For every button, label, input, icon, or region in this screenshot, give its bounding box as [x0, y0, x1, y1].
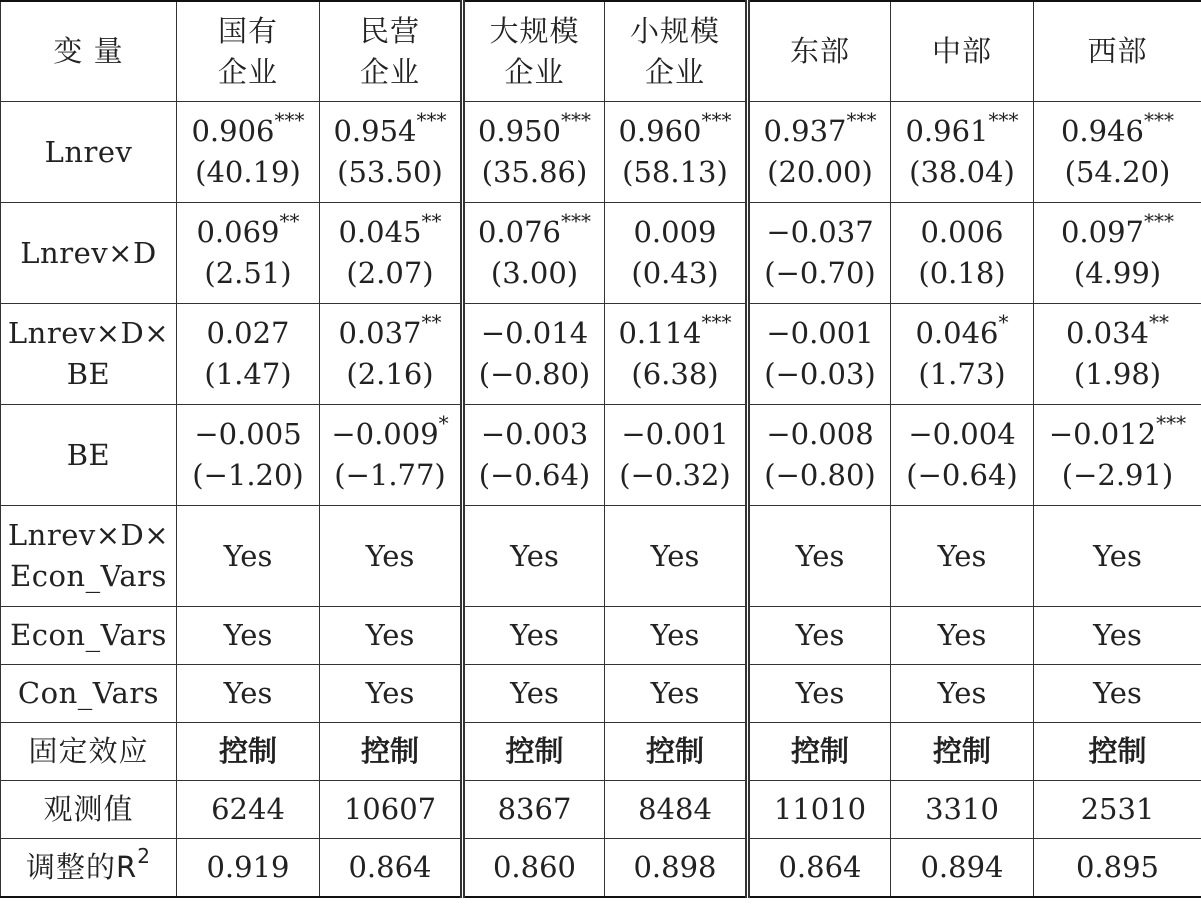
cell-value: 0.898: [605, 839, 748, 898]
stars: ***: [416, 108, 447, 133]
coef: −0.005: [194, 417, 302, 451]
row-lnrev-d-econ: [1, 506, 1201, 607]
tstat: (−0.32): [619, 458, 731, 492]
coef: 0.960: [618, 114, 702, 148]
header-soe-line1: 国有: [217, 13, 278, 48]
label-be: BE: [1, 405, 177, 506]
stars: ***: [1144, 209, 1175, 234]
cell-lnrev-d-be-large: [463, 304, 605, 405]
cell-lnrev-d-east: [748, 203, 891, 304]
cell-value: 0.864: [748, 839, 891, 898]
coef: 0.034: [1065, 316, 1150, 350]
cell-lnrev-large: [463, 102, 605, 203]
header-variable: 变 量: [1, 1, 177, 102]
label-lnrev-d-econ: [1, 506, 177, 607]
cell-lnrev-small: [605, 102, 748, 203]
stars: *: [438, 411, 449, 436]
coef: −0.008: [766, 417, 874, 451]
stars: ***: [1144, 108, 1175, 133]
coef: 0.069: [196, 215, 280, 249]
label-adj-r2: [1, 839, 177, 898]
coef: 0.906: [191, 114, 275, 148]
cell-value: Yes: [177, 665, 320, 723]
cell-value: Yes: [320, 506, 463, 607]
coef: −0.009: [331, 417, 439, 451]
tstat: (20.00): [767, 155, 873, 189]
cell-value: 0.919: [177, 839, 320, 898]
stars: **: [279, 209, 300, 234]
coef: −0.001: [766, 316, 874, 350]
cell-lnrev-d-central: [891, 203, 1034, 304]
cell-lnrev-d-small: [605, 203, 748, 304]
stars: **: [421, 209, 442, 234]
tstat: (54.20): [1064, 155, 1171, 189]
stars: **: [1149, 310, 1170, 335]
label-lnrev: Lnrev: [1, 102, 177, 203]
cell-lnrev-d-soe: [177, 203, 320, 304]
cell-value: 8484: [605, 781, 748, 839]
cell-value: 8367: [463, 781, 605, 839]
tstat: (−0.80): [764, 458, 876, 492]
tstat: (−0.64): [906, 458, 1018, 492]
row-observations: [1, 781, 1201, 839]
header-private-line2: 企业: [359, 54, 420, 89]
tstat: (−0.03): [764, 357, 876, 391]
header-soe-line2: 企业: [217, 54, 278, 89]
row-be: [1, 405, 1201, 506]
coef: 0.114: [618, 316, 702, 350]
cell-value: 控制: [891, 723, 1034, 781]
header-private: [320, 1, 463, 102]
cell-value: Yes: [1034, 665, 1201, 723]
coef: 0.950: [477, 114, 562, 148]
tstat: (38.04): [909, 155, 1015, 189]
cell-value: Yes: [748, 665, 891, 723]
stars: ***: [1156, 411, 1187, 436]
tstat: (−0.80): [478, 357, 591, 391]
header-large: [463, 1, 605, 102]
cell-be-central: [891, 405, 1034, 506]
row-lnrev-d-be: [1, 304, 1201, 405]
cell-be-east: [748, 405, 891, 506]
cell-lnrev-west: [1034, 102, 1201, 203]
cell-value: 6244: [177, 781, 320, 839]
stars: **: [421, 310, 442, 335]
cell-value: Yes: [891, 607, 1034, 665]
row-econ-vars: [1, 607, 1201, 665]
row-fixed-effects: [1, 723, 1201, 781]
label-line1: Lnrev×D×: [7, 316, 170, 350]
cell-value: Yes: [605, 506, 748, 607]
tstat: (3.00): [490, 256, 579, 290]
cell-lnrev-east: [748, 102, 891, 203]
cell-value: Yes: [748, 506, 891, 607]
cell-value: 0.895: [1034, 839, 1201, 898]
tstat: (40.19): [195, 155, 301, 189]
coef: 0.937: [763, 114, 847, 148]
stars: ***: [561, 209, 592, 234]
stars: ***: [274, 108, 305, 133]
cell-be-soe: [177, 405, 320, 506]
cell-value: Yes: [177, 506, 320, 607]
coef: 0.946: [1060, 114, 1145, 148]
coef: −0.014: [480, 316, 589, 350]
label-con-vars: Con_Vars: [1, 665, 177, 723]
coef: 0.037: [338, 316, 422, 350]
label-fixed-effects: 固定效应: [1, 723, 177, 781]
coef: 0.954: [333, 114, 417, 148]
cell-value: 3310: [891, 781, 1034, 839]
cell-value: Yes: [320, 607, 463, 665]
coef: 0.027: [206, 316, 290, 350]
label-text: 调整的R: [26, 850, 138, 884]
tstat: (1.98): [1073, 357, 1162, 391]
tstat: (1.73): [918, 357, 1006, 391]
cell-value: 0.864: [320, 839, 463, 898]
tstat: (0.18): [918, 256, 1006, 290]
header-west: 西部: [1034, 1, 1201, 102]
cell-value: 2531: [1034, 781, 1201, 839]
coef: −0.004: [908, 417, 1016, 451]
cell-value: Yes: [891, 665, 1034, 723]
tstat: (1.47): [204, 357, 292, 391]
cell-value: 控制: [605, 723, 748, 781]
cell-be-small: [605, 405, 748, 506]
cell-value: 控制: [1034, 723, 1201, 781]
header-soe: [177, 1, 320, 102]
stars: ***: [561, 108, 592, 133]
stars: ***: [701, 108, 732, 133]
cell-value: Yes: [1034, 506, 1201, 607]
header-central: 中部: [891, 1, 1034, 102]
label-line2: Econ_Vars: [10, 559, 167, 593]
cell-lnrev-d-be-central: [891, 304, 1034, 405]
cell-be-west: [1034, 405, 1201, 506]
header-large-line2: 企业: [504, 54, 565, 89]
header-small-line2: 企业: [644, 54, 705, 89]
cell-value: 控制: [463, 723, 605, 781]
coef: −0.001: [621, 417, 729, 451]
cell-value: Yes: [891, 506, 1034, 607]
tstat: (2.51): [204, 256, 292, 290]
coef: 0.045: [338, 215, 422, 249]
tstat: (−1.20): [192, 458, 304, 492]
label-sup: 2: [137, 844, 151, 869]
tstat: (58.13): [622, 155, 728, 189]
cell-lnrev-soe: [177, 102, 320, 203]
coef: −0.037: [766, 215, 874, 249]
cell-value: Yes: [320, 665, 463, 723]
tstat: (−0.70): [764, 256, 876, 290]
cell-lnrev-central: [891, 102, 1034, 203]
stars: ***: [701, 310, 732, 335]
label-line2: BE: [66, 357, 111, 391]
cell-value: Yes: [605, 665, 748, 723]
stars: *: [998, 310, 1009, 335]
coef: 0.046: [915, 316, 999, 350]
tstat: (35.86): [481, 155, 588, 189]
cell-be-private: [320, 405, 463, 506]
cell-lnrev-d-be-soe: [177, 304, 320, 405]
stars: ***: [846, 108, 877, 133]
coef: 0.076: [477, 215, 562, 249]
label-lnrev-d-be: [1, 304, 177, 405]
cell-lnrev-d-be-private: [320, 304, 463, 405]
cell-lnrev-d-be-small: [605, 304, 748, 405]
cell-value: Yes: [177, 607, 320, 665]
tstat: (−0.64): [478, 458, 591, 492]
cell-value: 0.860: [463, 839, 605, 898]
header-small-line1: 小规模: [629, 13, 720, 48]
header-row: [1, 1, 1201, 102]
cell-value: Yes: [463, 665, 605, 723]
stars: ***: [988, 108, 1019, 133]
cell-value: 控制: [320, 723, 463, 781]
row-adj-r2: [1, 839, 1201, 898]
tstat: (53.50): [337, 155, 443, 189]
coef: 0.009: [633, 215, 717, 249]
header-large-line1: 大规模: [489, 13, 580, 48]
tstat: (2.16): [346, 357, 434, 391]
tstat: (6.38): [631, 357, 719, 391]
tstat: (−2.91): [1061, 458, 1174, 492]
label-lnrev-d: Lnrev×D: [1, 203, 177, 304]
tstat: (−1.77): [334, 458, 446, 492]
cell-value: Yes: [463, 607, 605, 665]
cell-value: Yes: [1034, 607, 1201, 665]
tstat: (4.99): [1073, 256, 1162, 290]
header-private-line1: 民营: [359, 13, 420, 48]
tstat: (2.07): [346, 256, 434, 290]
tstat: (0.43): [631, 256, 719, 290]
coef: −0.012: [1048, 417, 1157, 451]
cell-lnrev-d-be-east: [748, 304, 891, 405]
cell-lnrev-d-west: [1034, 203, 1201, 304]
coef: 0.006: [920, 215, 1004, 249]
cell-value: 控制: [177, 723, 320, 781]
row-lnrev-d: [1, 203, 1201, 304]
row-lnrev: [1, 102, 1201, 203]
cell-value: 10607: [320, 781, 463, 839]
cell-value: Yes: [748, 607, 891, 665]
coef: 0.097: [1060, 215, 1145, 249]
header-east: 东部: [748, 1, 891, 102]
coef: 0.961: [905, 114, 989, 148]
cell-value: Yes: [605, 607, 748, 665]
cell-value: 11010: [748, 781, 891, 839]
coef: −0.003: [480, 417, 589, 451]
cell-lnrev-d-be-west: [1034, 304, 1201, 405]
header-small: [605, 1, 748, 102]
cell-lnrev-private: [320, 102, 463, 203]
cell-lnrev-d-large: [463, 203, 605, 304]
cell-value: 控制: [748, 723, 891, 781]
cell-value: 0.894: [891, 839, 1034, 898]
label-observations: 观测值: [1, 781, 177, 839]
row-con-vars: [1, 665, 1201, 723]
label-econ-vars: Econ_Vars: [1, 607, 177, 665]
cell-be-large: [463, 405, 605, 506]
cell-value: Yes: [463, 506, 605, 607]
label-line1: Lnrev×D×: [7, 518, 170, 552]
cell-lnrev-d-private: [320, 203, 463, 304]
